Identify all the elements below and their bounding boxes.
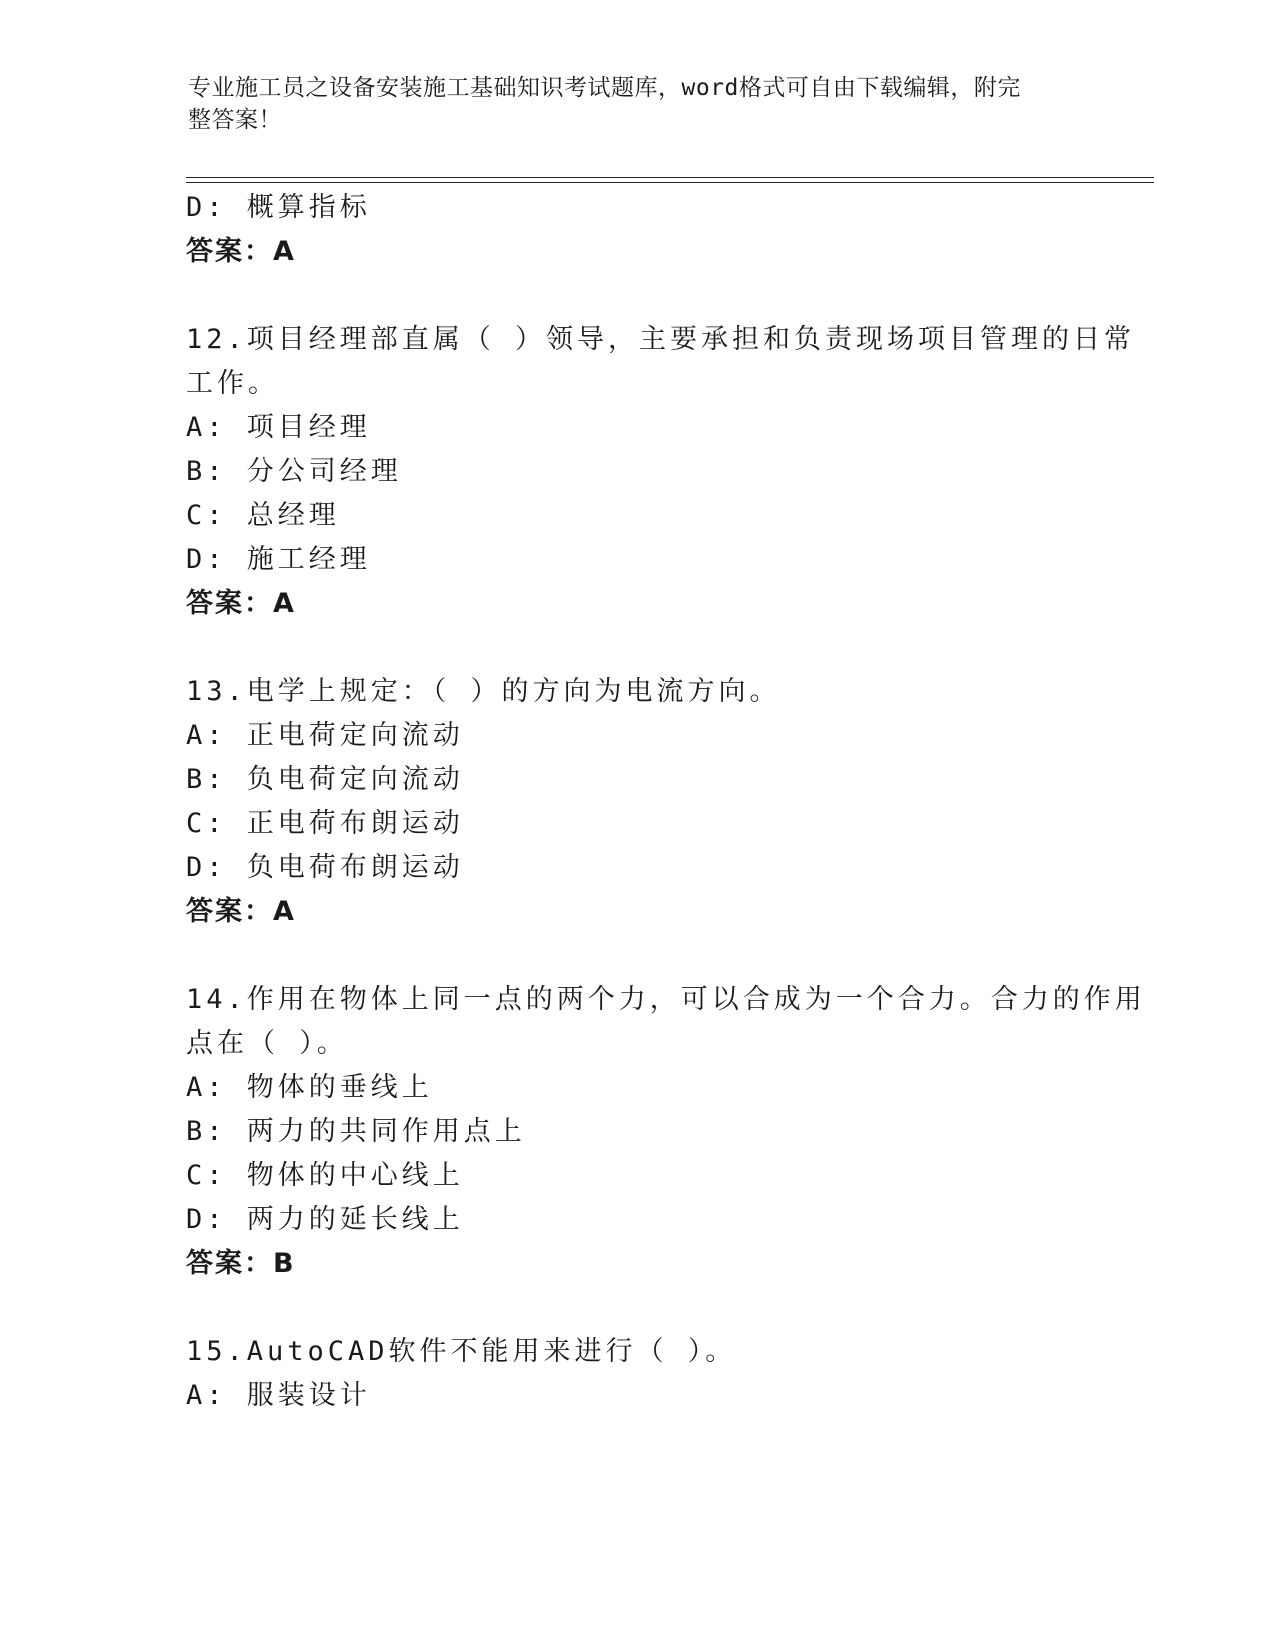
q15-option-a: A: 服装设计 xyxy=(186,1380,371,1411)
q13-stem: 13.电学上规定：（ ）的方向为电流方向。 xyxy=(186,676,781,707)
q12-option-b: B: 分公司经理 xyxy=(186,456,402,487)
prev-option-d: D: 概算指标 xyxy=(186,192,371,223)
q13-option-d: D: 负电荷布朗运动 xyxy=(186,852,464,883)
q14-option-b: B: 两力的共同作用点上 xyxy=(186,1116,526,1147)
q12-option-d: D: 施工经理 xyxy=(186,544,371,575)
q12-stem-line-1: 12.项目经理部直属（ ）领导，主要承担和负责现场项目管理的日常 xyxy=(186,324,1136,355)
q12-option-a: A: 项目经理 xyxy=(186,412,371,443)
q14-answer: 答案：B xyxy=(186,1248,296,1279)
header-title-line-2: 整答案！ xyxy=(188,107,282,133)
q15-stem: 15.AutoCAD软件不能用来进行（ ）。 xyxy=(186,1336,737,1367)
q13-option-a: A: 正电荷定向流动 xyxy=(186,720,464,751)
q13-option-b: B: 负电荷定向流动 xyxy=(186,764,464,795)
q14-option-c: C: 物体的中心线上 xyxy=(186,1160,464,1191)
q12-answer: 答案：A xyxy=(186,588,296,619)
q14-stem-line-2: 点在（ ）。 xyxy=(186,1028,348,1059)
header-title-line-1: 专业施工员之设备安装施工基础知识考试题库，word格式可自由下载编辑，附完 xyxy=(188,75,1021,101)
q14-option-a: A: 物体的垂线上 xyxy=(186,1072,433,1103)
prev-answer: 答案：A xyxy=(186,236,296,267)
header-divider-top xyxy=(186,177,1154,178)
document-header xyxy=(188,72,1068,136)
q12-option-c: C: 总经理 xyxy=(186,500,340,531)
q14-option-d: D: 两力的延长线上 xyxy=(186,1204,464,1235)
q14-stem-line-1: 14.作用在物体上同一点的两个力，可以合成为一个合力。合力的作用 xyxy=(186,984,1146,1015)
q13-answer: 答案：A xyxy=(186,896,296,927)
q13-option-c: C: 正电荷布朗运动 xyxy=(186,808,464,839)
q12-stem-line-2: 工作。 xyxy=(186,368,279,399)
header-divider-bottom xyxy=(186,182,1154,183)
